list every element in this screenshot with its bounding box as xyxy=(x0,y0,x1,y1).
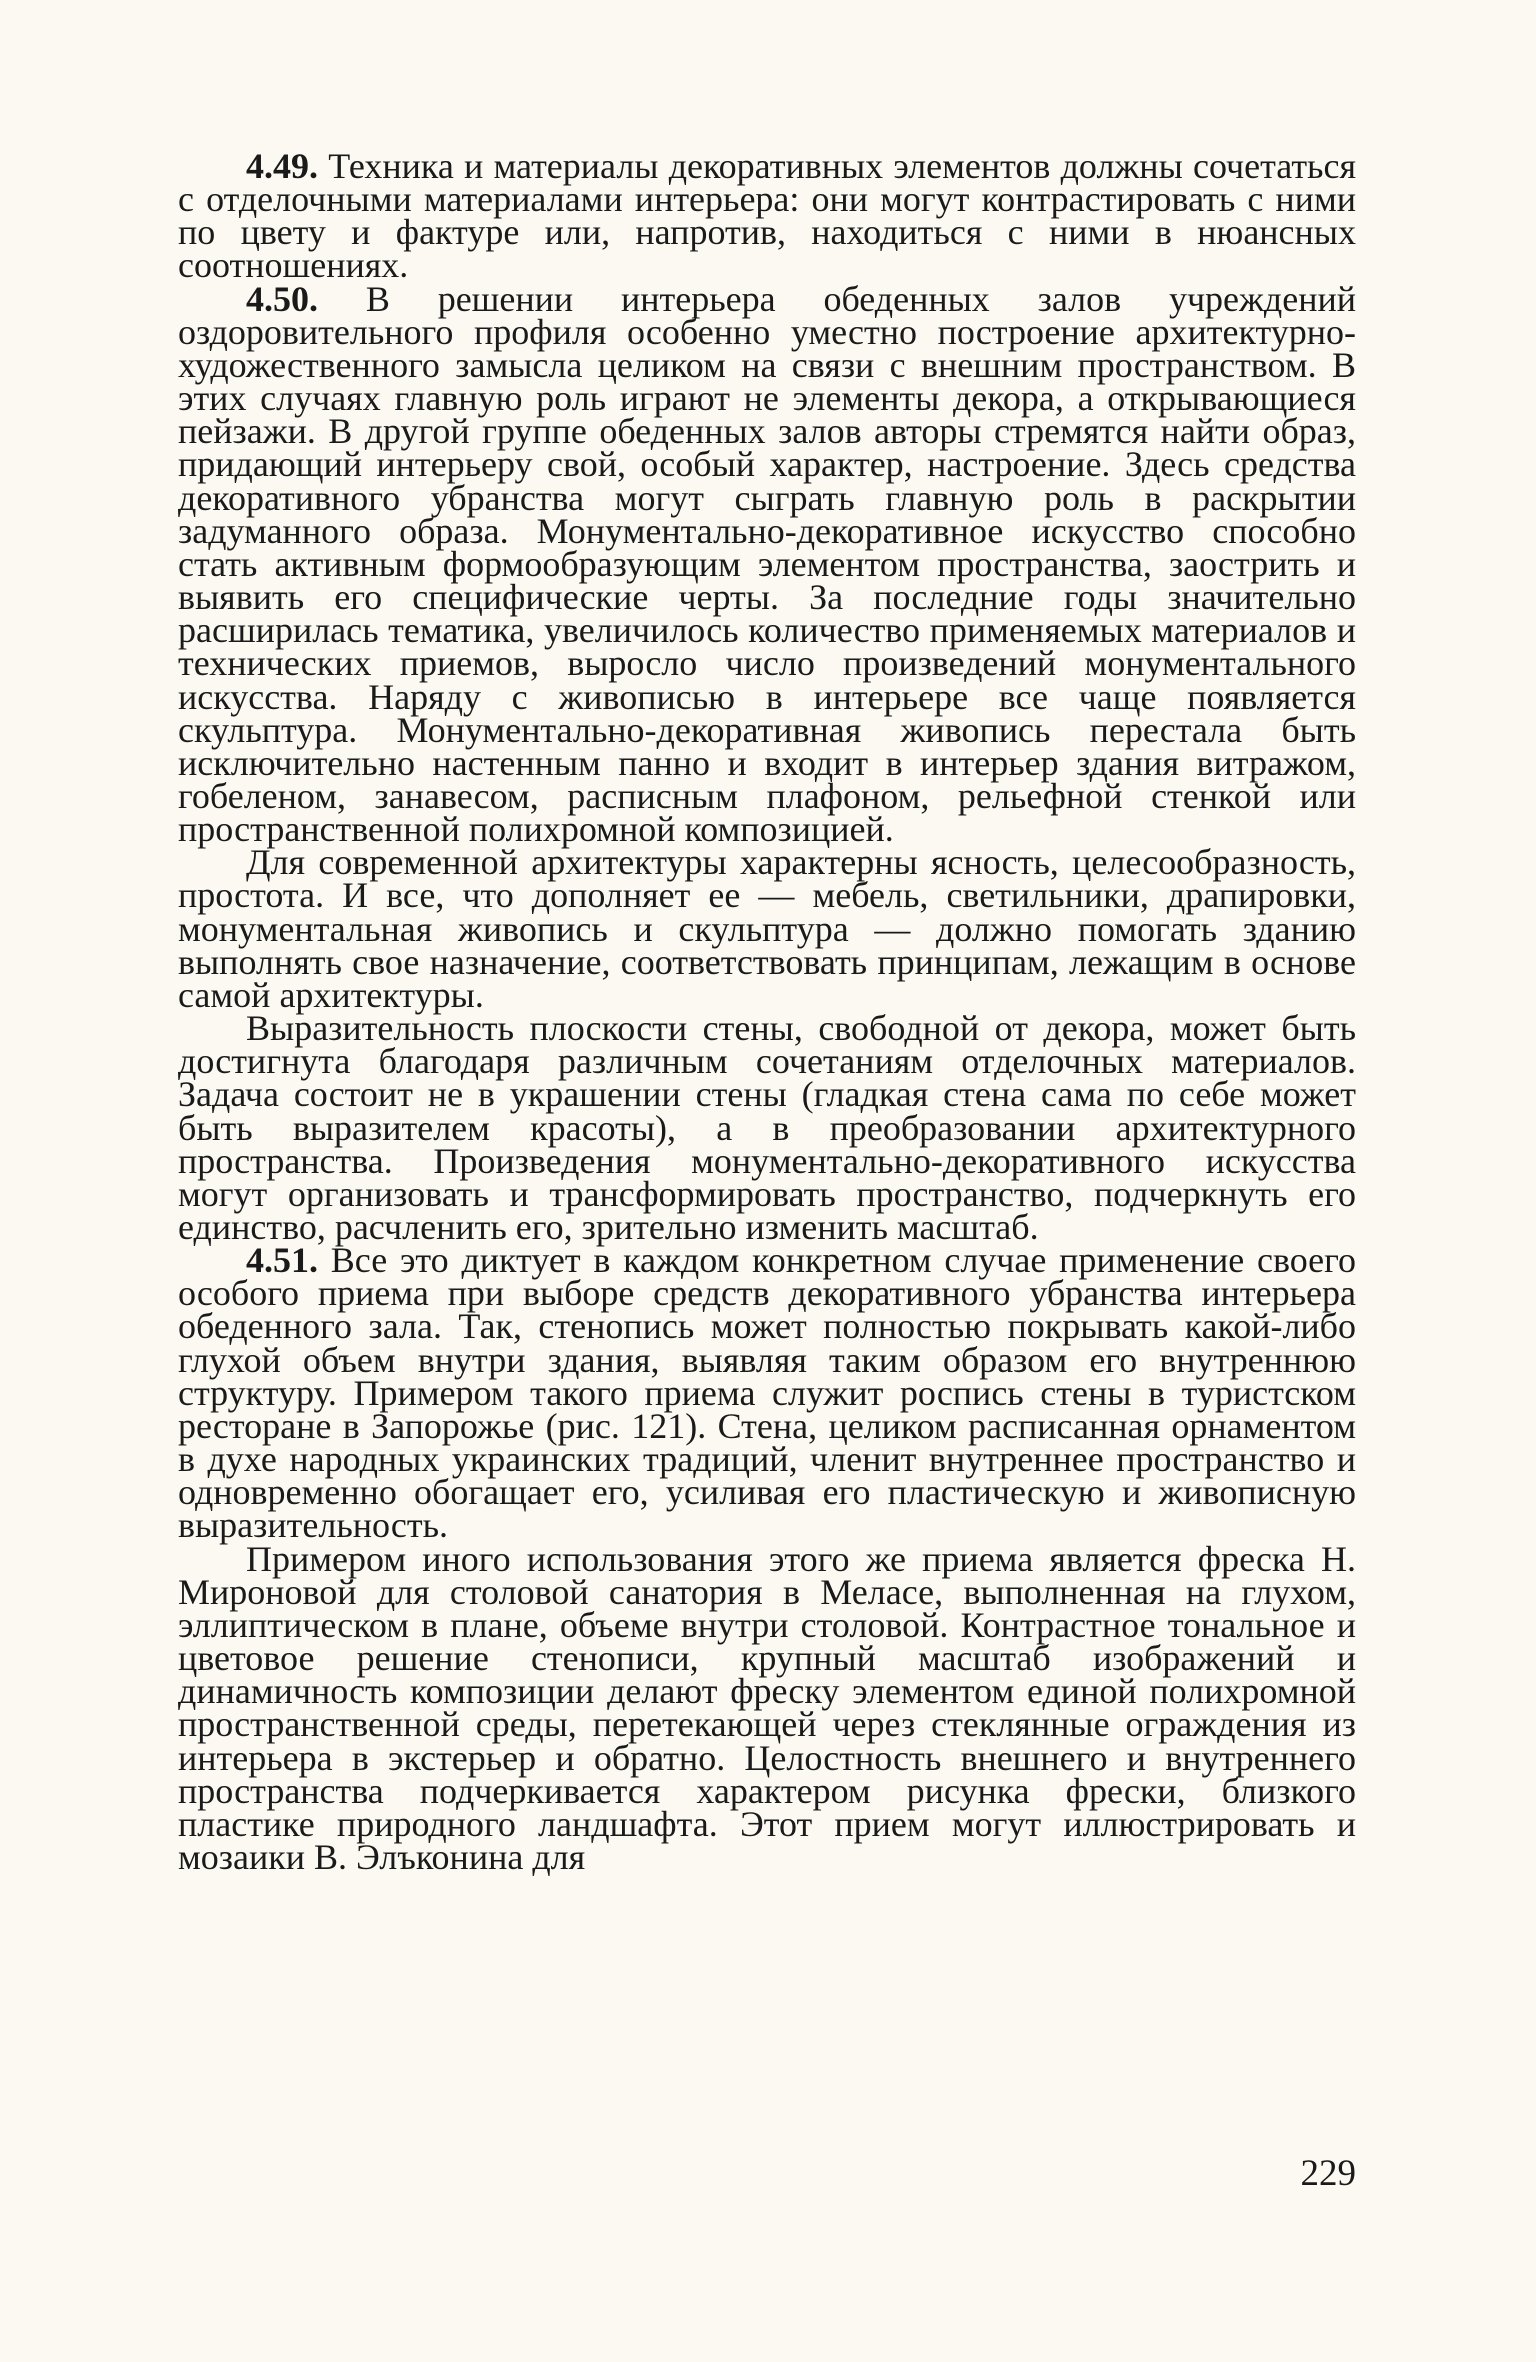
body-text xyxy=(178,146,1357,1877)
section-number: 4.51. xyxy=(246,1240,318,1281)
paragraph-text: Выразительность плоскости стены, свободной от декора, может быть достигнута благодаря различным сочетаниям отделочных материалов. Задача состоит не в украшении стены (гладкая стена сама по себе может быть выразителем красоты), а в преобразовании архитектурного пространства. Произведения монументально-декоративного искусства могут организовать и трансформировать пространство, подчеркнуть его единство, расчленить его, зрительно изменить масштаб. xyxy=(178,1008,1356,1247)
paragraph-text: Для современной архитектуры характерны ясность, целесообразность, простота. И все, что дополняет ее — мебель, светильники, драпировки, монументальная живопись и скульптура — должно помогать зданию выполнять свое назначение, соответствовать принципам, лежащим в основе самой архитектуры. xyxy=(178,842,1356,1015)
page-number: 229 xyxy=(1300,2153,1356,2194)
paragraph-wall-expressiveness xyxy=(178,1008,1356,1247)
paragraph-text: Примером иного использования этого же приема является фреска Н. Мироновой для столовой санатория в Меласе, выполненная на глухом, эллиптическом в плане, объеме внутри столовой. Контрастное тональное и цветовое решение стенописи, крупный масштаб изображений и динамичность композиции делают фреску элементом единой полихромной пространственной среды, перетекающей через стеклянные ограждения из интерьера в экстерьер и обратно. Целостность внешнего и внутреннего пространства подчеркивается характером рисунка фрески, близкого пластике природного ландшафта. Этот прием могут иллюстрировать и мозаики В. Элъконина для xyxy=(178,1538,1356,1877)
paragraph-text: В решении интерьера обеденных залов учреждений оздоровительного профиля особенно уместно построение архитектурно-художественного замысла целиком на связи с внешним пространством. В этих случаях главную роль играют не элементы декора, а открывающиеся пейзажи. В другой группе обеденных залов авторы стремятся найти образ, придающий интерьеру свой, особый характер, настроение. Здесь средства декоративного убранства могут сыграть главную роль в раскрытии задуманного образа. Монументально-декоративное искусство способно стать активным формообразующим элементом пространства, заострить и выявить его специфические черты. За последние годы значительно расширилась тематика, увеличилось количество применяемых материалов и технических приемов, выросло число произведений монументального искусства. Наряду с живописью в интерьере все чаще появляется скульптура. Монументально-декоративная живопись перестала быть исключительно настенным панно и входит в интерьер здания витражом, гобеленом, занавесом, расписным плафоном, рельефной стенкой или пространственной полихромной композицией. xyxy=(178,278,1357,850)
paragraph-text: Техника и материалы декоративных элементов должны сочетаться с отделочными материалами интерьера: они могут контрастировать с ними по цвету и фактуре или, напротив, находиться с ними в нюансных соотношениях. xyxy=(178,146,1357,286)
section-number: 4.49. xyxy=(246,146,318,186)
paragraph-modern-architecture xyxy=(178,842,1356,1015)
paragraph-fresco-example xyxy=(178,1538,1356,1877)
paragraph-text: Все это диктует в каждом конкретном случае применение своего особого приема при выборе средств декоративного убранства интерьера обеденного зала. Так, стенопись может полностью покрывать какой-либо глухой объем внутри здания, выявляя таким образом его внутреннюю структуру. Примером такого приема служит роспись стены в туристском ресторане в Запорожье (рис. 121). Стена, целиком расписанная орнаментом в духе народных украинских традиций, членит внутреннее пространство и одновременно обогащает его, усиливая его пластическую и живописную выразительность. xyxy=(178,1240,1356,1546)
paragraph-4-51 xyxy=(178,1240,1356,1546)
section-number: 4.50. xyxy=(246,278,318,319)
paragraph-4-50 xyxy=(178,278,1357,850)
paragraph-4-49 xyxy=(178,146,1357,286)
